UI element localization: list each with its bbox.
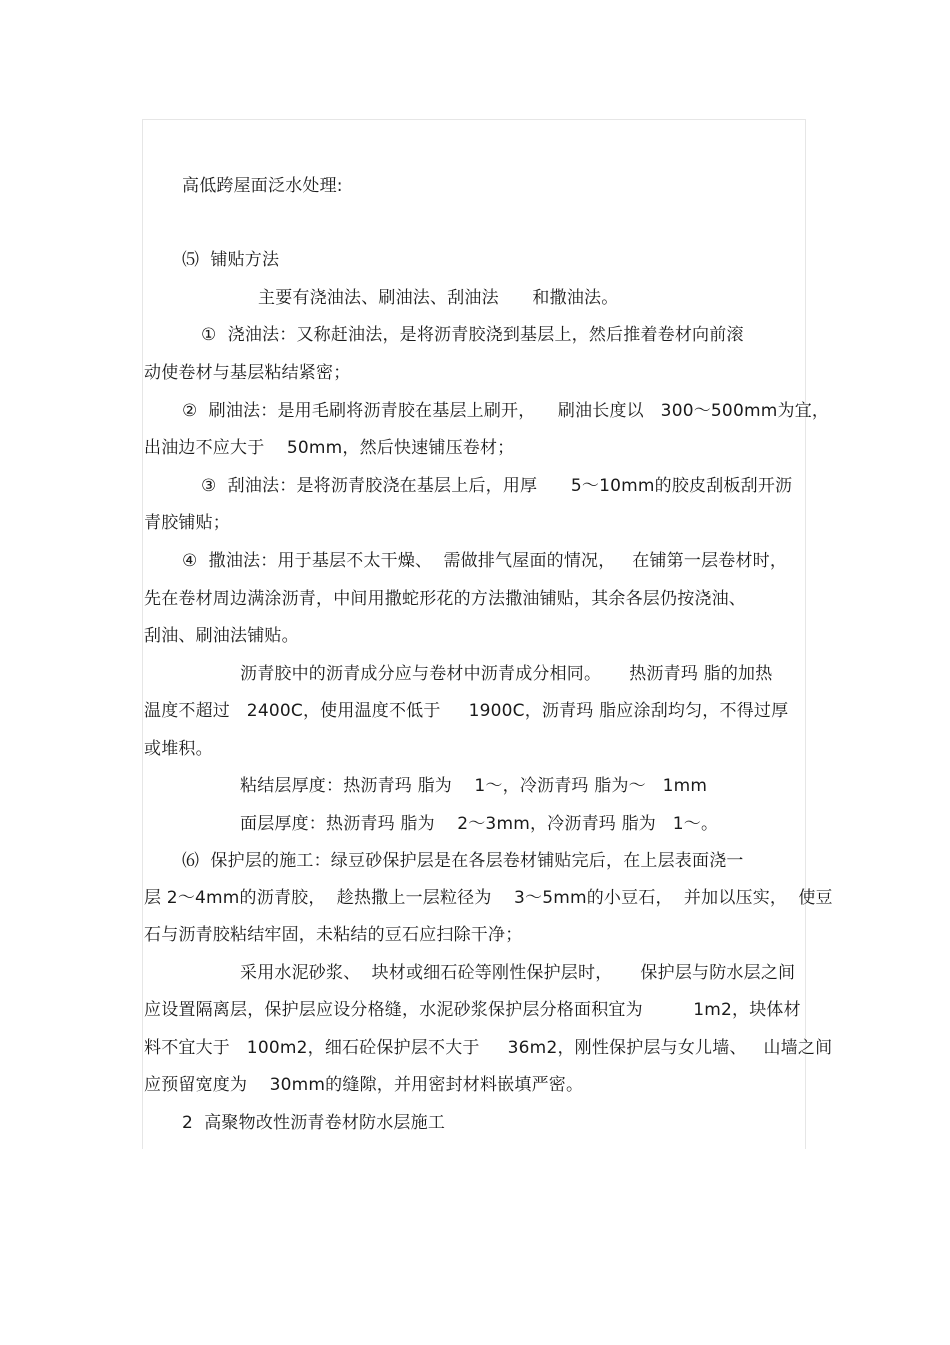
paragraph-line: 采用水泥砂浆、 块材或细石砼等刚性保护层时， 保护层与防水层之间 — [240, 963, 796, 983]
heading-flashing: 高低跨屋面泛水处理: — [182, 176, 343, 196]
paragraph-line: 粘结层厚度：热沥青玛 脂为 1～，冷沥青玛 脂为～ 1mm — [240, 776, 708, 796]
section-6-heading: ⑹ 保护层的施工：绿豆砂保护层是在各层卷材铺贴完后，在上层表面浇一 — [182, 851, 744, 871]
paragraph-line: 青胶铺贴； — [144, 513, 230, 533]
paragraph-line: 或堆积。 — [144, 739, 213, 759]
paragraph-line: ① 浇油法：又称赶油法，是将沥青胶浇到基层上，然后推着卷材向前滚 — [201, 325, 744, 345]
paragraph-line: 先在卷材周边满涂沥青，中间用撒蛇形花的方法撒油铺贴，其余各层仍按浇油、 — [144, 589, 746, 609]
paragraph-line: 动使卷材与基层粘结紧密； — [144, 363, 351, 383]
paragraph-line: 主要有浇油法、刷油法、刮油法 和撒油法。 — [258, 288, 619, 308]
paragraph-line: 出油边不应大于 50mm，然后快速铺压卷材； — [144, 438, 515, 458]
paragraph-line: 刮油、刷油法铺贴。 — [144, 626, 299, 646]
paragraph-line: ④ 撒油法：用于基层不太干燥、 需做排气屋面的情况， 在铺第一层卷材时， — [182, 551, 788, 571]
paragraph-line: ③ 刮油法：是将沥青胶浇在基层上后，用厚 5～10mm的胶皮刮板刮开沥 — [201, 476, 793, 496]
paragraph-line: 应预留宽度为 30mm的缝隙，并用密封材料嵌填严密。 — [144, 1075, 584, 1095]
paragraph-line: 应设置隔离层，保护层应设分格缝，水泥砂浆保护层分格面积宜为 1m2，块体材 — [144, 1000, 801, 1020]
section-5-heading: ⑸ 铺贴方法 — [182, 250, 280, 270]
paragraph-line: 沥青胶中的沥青成分应与卷材中沥青成分相同。 热沥青玛 脂的加热 — [240, 664, 773, 684]
paragraph-line: 温度不超过 2400C，使用温度不低于 1900C，沥青玛 脂应涂刮均匀，不得过厚 — [144, 701, 789, 721]
paragraph-line: 面层厚度：热沥青玛 脂为 2～3mm，冷沥青玛 脂为 1～。 — [240, 814, 719, 834]
paragraph-line: 料不宜大于 100m2，细石砼保护层不大于 36m2，刚性保护层与女儿墙、 山墙之间 — [144, 1038, 833, 1058]
paragraph-line: 石与沥青胶粘结牢固，未粘结的豆石应扫除干净； — [144, 925, 523, 945]
section-2-heading: 2 高聚物改性沥青卷材防水层施工 — [182, 1113, 446, 1133]
paragraph-line: 层 2～4mm的沥青胶， 趁热撒上一层粒径为 3～5mm的小豆石， 并加以压实， 使豆 — [144, 888, 833, 908]
paragraph-line: ② 刷油法：是用毛刷将沥青胶在基层上刷开， 刷油长度以 300～500mm为宜， — [182, 401, 830, 421]
